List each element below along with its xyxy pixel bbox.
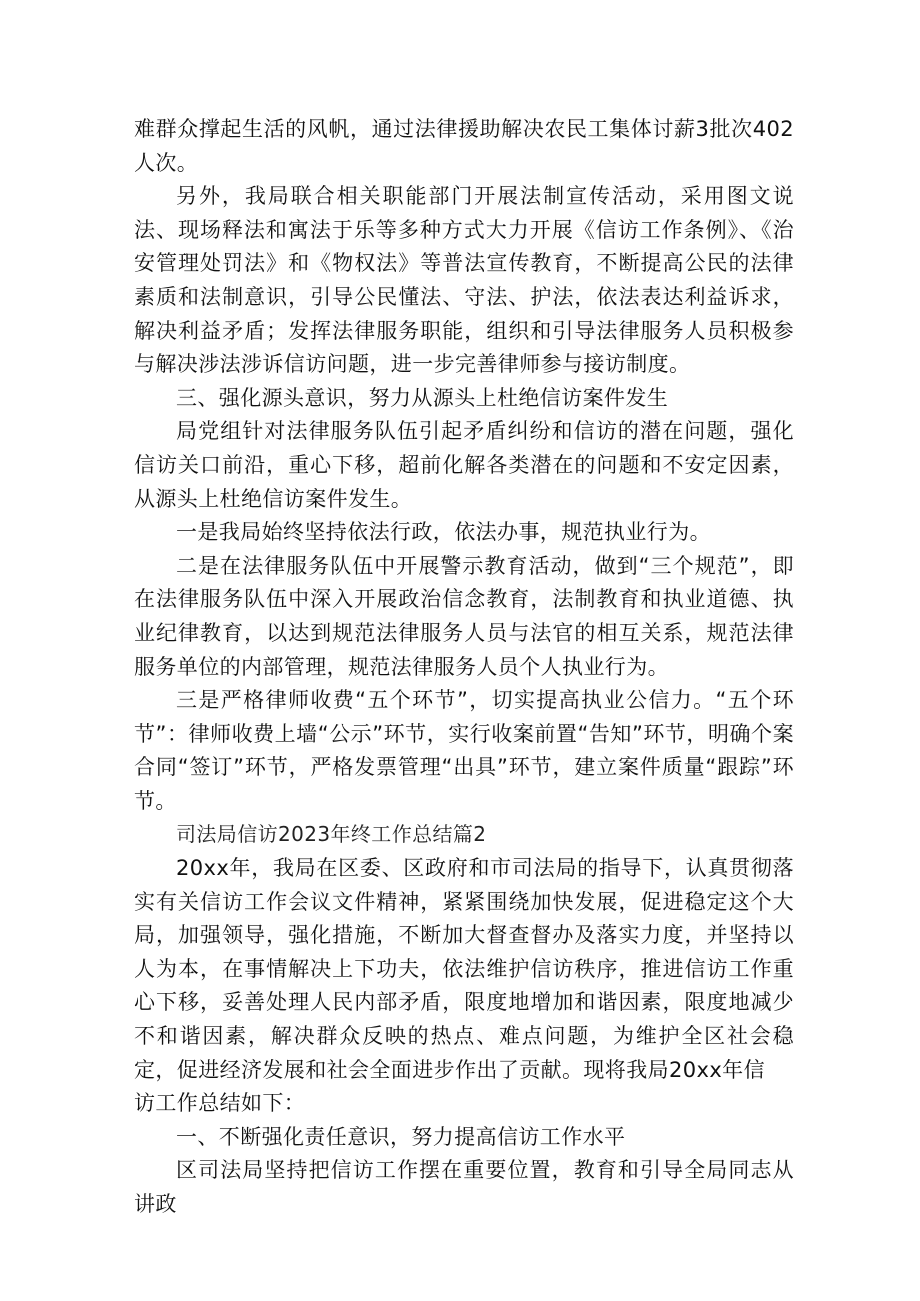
paragraph: 区司法局坚持把信访工作摆在重要位置，教育和引导全局同志从讲政 — [134, 1158, 794, 1216]
paragraph: 三是严格律师收费“五个环节”，切实提高执业公信力。“五个环节”：律师收费上墙“公示”环节，实行收案前置“告知”环节，明确个案合同“签订”环节，严格发票管理“出具”环节，建立案件质量“跟踪”环节。 — [134, 688, 794, 813]
document-body — [134, 113, 794, 1222]
section-heading: 三、强化源头意识，努力从源头上杜绝信访案件发生 — [176, 385, 669, 410]
section-heading: 一、不断强化责任意识，努力提高信访工作水平 — [176, 1124, 626, 1149]
paragraph: 二是在法律服务队伍中开展警示教育活动，做到“三个规范”，即在法律服务队伍中深入开展政治信念教育，法制教育和执业道德、执业纪律教育，以达到规范法律服务人员与法官的相互关系，规范法律服务单位的内部管理，规范法律服务人员个人执业行为。 — [134, 553, 794, 679]
paragraph: 20xx年，我局在区委、区政府和市司法局的指导下，认真贯彻落实有关信访工作会议文件精神，紧紧围绕加快发展，促进稳定这个大局，加强领导，强化措施，不断加大督查督办及落实力度，并坚持以人为本，在事情解决上下功夫，依法维护信访秩序，推进信访工作重心下移，妥善处理人民内部矛盾，限度地增加和谐因素，限度地减少不和谐因素，解决群众反映的热点、难点问题，为维护全区社会稳定，促进经济发展和社会全面进步作出了贡献。现将我局20xx年信 — [134, 856, 794, 1082]
paragraph: 另外，我局联合相关职能部门开展法制宣传活动，采用图文说法、现场释法和寓法于乐等多种方式大力开展《信访工作条例》、《治安管理处罚法》和《物权法》等普法宣传教育，不断提高公民的法律素质和法制意识，引导公民懂法、守法、护法，依法表达利益诉求，解决利益矛盾；发挥法律服务职能，组织和引导法律服务人员积极参与解决涉法涉诉信访问题，进一步完善律师参与接访制度。 — [134, 184, 794, 377]
paragraph: 访工作总结如下： — [134, 1091, 306, 1116]
paragraph: 难群众撑起生活的风帆，通过法律援助解决农民工集体讨薪3批次402人次。 — [134, 117, 794, 175]
article-title: 司法局信访2023年终工作总结篇2 — [176, 822, 487, 847]
paragraph: 一是我局始终坚持依法行政，依法办事，规范执业行为。 — [176, 520, 711, 545]
paragraph: 局党组针对法律服务队伍引起矛盾纠纷和信访的潜在问题，强化信访关口前沿，重心下移，超前化解各类潜在的问题和不安定因素，从源头上杜绝信访案件发生。 — [134, 419, 794, 511]
